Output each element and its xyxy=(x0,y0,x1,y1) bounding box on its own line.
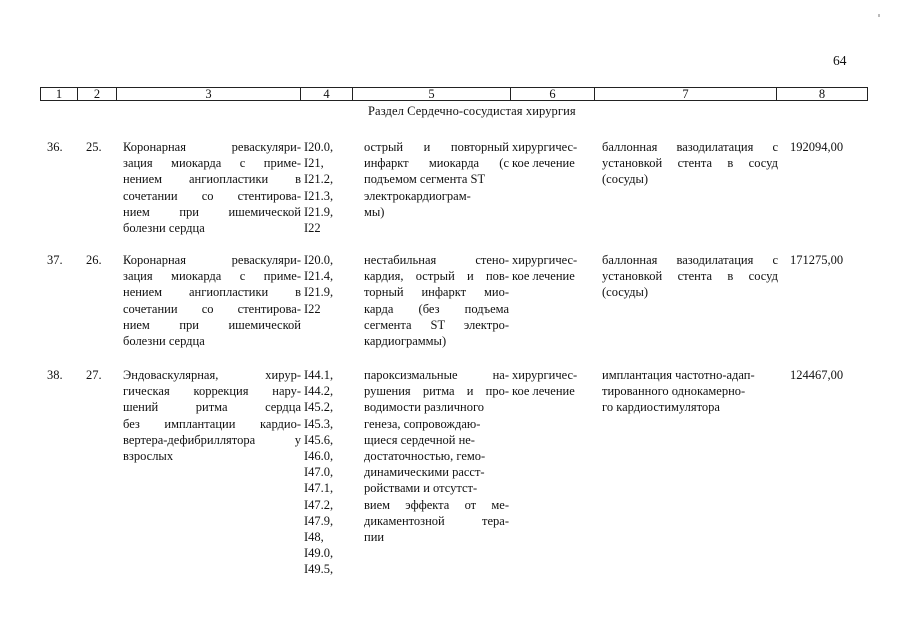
icd-code: I20.0, xyxy=(304,253,334,267)
icd-code: I21.4, xyxy=(304,269,334,284)
column-header-5: 5 xyxy=(353,88,511,100)
text-line: баллонная вазодилатация с xyxy=(602,253,778,267)
icd-code: I44.2, xyxy=(304,384,334,399)
treatment-type xyxy=(512,367,577,399)
group-number: 26. xyxy=(86,253,102,267)
patient-model xyxy=(364,367,509,545)
text-line: без имплантации кардио- xyxy=(123,416,301,431)
text-line: установкой стента в сосуд xyxy=(602,156,778,171)
text-line: установкой стента в сосуд xyxy=(602,269,778,284)
column-header-2: 2 xyxy=(78,88,117,100)
text-line: гическая коррекция нару- xyxy=(123,384,301,399)
column-header-3: 3 xyxy=(117,88,301,100)
icd-code: I45.6, xyxy=(304,432,334,447)
text-line: болезни сердца xyxy=(123,334,205,349)
text-line: хирургичес- xyxy=(512,368,578,382)
text-line: кое лечение xyxy=(512,384,575,399)
text-line: хирургичес- xyxy=(512,253,578,267)
treatment-type xyxy=(512,252,577,284)
text-line: кое лечение xyxy=(512,269,575,284)
text-line: Коронарная реваскуляри- xyxy=(123,253,301,267)
row-number: 38. xyxy=(47,368,63,382)
text-line: водимости различного xyxy=(364,400,485,415)
icd-code: I49.0, xyxy=(304,546,334,561)
icd-code: I21.9, xyxy=(304,285,334,300)
group-number: 27. xyxy=(86,368,102,382)
text-line: пии xyxy=(364,530,385,545)
icd-code: I44.1, xyxy=(304,368,334,382)
icd-code: I47.1, xyxy=(304,481,334,496)
icd-code: I46.0, xyxy=(304,449,334,464)
treatment-method xyxy=(602,139,778,188)
text-line: генеза, сопровождаю- xyxy=(364,416,481,431)
price: 192094,00 xyxy=(790,140,844,154)
icd-codes xyxy=(304,252,333,317)
treatment-type xyxy=(512,139,577,171)
icd-code: I47.0, xyxy=(304,465,334,480)
text-line: нием при ишемической xyxy=(123,204,301,219)
column-header-4: 4 xyxy=(301,88,353,100)
text-line: дикаментозной тера- xyxy=(364,513,509,528)
text-line: го кардиостимулятора xyxy=(602,400,720,415)
text-line: взрослых xyxy=(123,449,174,464)
text-line: нением ангиопластики в xyxy=(123,285,301,300)
care-type-name xyxy=(123,139,301,236)
treatment-method xyxy=(602,367,778,416)
text-line: вертера-дефибриллятора у xyxy=(123,432,301,447)
patient-model xyxy=(364,139,509,220)
text-line: рушения ритма и про- xyxy=(364,384,509,399)
group-number: 25. xyxy=(86,140,102,154)
text-line: тированного однокамерно- xyxy=(602,384,746,399)
text-line: кардия, острый и пов- xyxy=(364,269,509,284)
column-header-6: 6 xyxy=(511,88,595,100)
text-line: болезни сердца xyxy=(123,221,205,236)
text-line: сегмента ST электро- xyxy=(364,317,509,332)
row-number: 36. xyxy=(47,140,63,154)
text-line: карда (без подъема xyxy=(364,301,509,316)
text-line: имплантация частотно-адап- xyxy=(602,368,755,382)
icd-code: I48, xyxy=(304,530,324,545)
treatment-method xyxy=(602,252,778,301)
column-header-7: 7 xyxy=(595,88,777,100)
icd-code: I45.2, xyxy=(304,400,334,415)
text-line: баллонная вазодилатация с xyxy=(602,140,778,154)
row-number: 37. xyxy=(47,253,63,267)
patient-model xyxy=(364,252,509,349)
column-header-8: 8 xyxy=(818,87,826,101)
page-number: 64 xyxy=(833,53,847,68)
text-line: острый и повторный xyxy=(364,140,509,154)
text-line: мы) xyxy=(364,204,385,219)
price: 171275,00 xyxy=(790,253,844,267)
care-type-name xyxy=(123,252,301,349)
text-line: инфаркт миокарда (с xyxy=(364,156,509,171)
text-line: (сосуды) xyxy=(602,285,649,300)
care-type-name xyxy=(123,367,301,464)
text-line: электрокардиограм- xyxy=(364,188,471,203)
icd-code: I22 xyxy=(304,301,321,316)
scan-artifact xyxy=(878,14,880,17)
icd-code: I49.5, xyxy=(304,562,334,577)
text-line: достаточностью, гемо- xyxy=(364,449,486,464)
icd-code: I47.2, xyxy=(304,497,334,512)
text-line: вием эффекта от ме- xyxy=(364,497,509,512)
icd-code: I21, xyxy=(304,156,324,171)
icd-code: I20.0, xyxy=(304,140,334,154)
text-line: торный инфаркт мио- xyxy=(364,285,509,300)
text-line: ройствами и отсутст- xyxy=(364,481,478,496)
text-line: щиеся сердечной не- xyxy=(364,432,475,447)
text-line: пароксизмальные на- xyxy=(364,368,509,382)
icd-codes xyxy=(304,139,333,236)
text-line: сочетании со стентирова- xyxy=(123,301,301,316)
section-title: Раздел Сердечно-сосудистая хирургия xyxy=(368,104,576,118)
price: 124467,00 xyxy=(790,368,844,382)
column-header-row xyxy=(40,87,868,101)
icd-code: I21.9, xyxy=(304,204,334,219)
text-line: шений ритма сердца xyxy=(123,400,301,415)
text-line: Эндоваскулярная, хирур- xyxy=(123,368,301,382)
text-line: нестабильная стено- xyxy=(364,253,509,267)
text-line: нением ангиопластики в xyxy=(123,172,301,187)
text-line: нием при ишемической xyxy=(123,317,301,332)
icd-code: I47.9, xyxy=(304,513,334,528)
column-header-1: 1 xyxy=(41,88,78,100)
text-line: хирургичес- xyxy=(512,140,578,154)
text-line: динамическими расст- xyxy=(364,465,485,480)
text-line: зация миокарда с приме- xyxy=(123,156,301,171)
text-line: кое лечение xyxy=(512,156,575,171)
icd-code: I45.3, xyxy=(304,416,334,431)
icd-code: I22 xyxy=(304,221,321,236)
text-line: Коронарная реваскуляри- xyxy=(123,140,301,154)
text-line: (сосуды) xyxy=(602,172,649,187)
text-line: зация миокарда с приме- xyxy=(123,269,301,284)
text-line: сочетании со стентирова- xyxy=(123,188,301,203)
icd-code: I21.2, xyxy=(304,172,334,187)
text-line: подъемом сегмента ST xyxy=(364,172,486,187)
icd-codes xyxy=(304,367,333,578)
icd-code: I21.3, xyxy=(304,188,334,203)
text-line: кардиограммы) xyxy=(364,334,447,349)
